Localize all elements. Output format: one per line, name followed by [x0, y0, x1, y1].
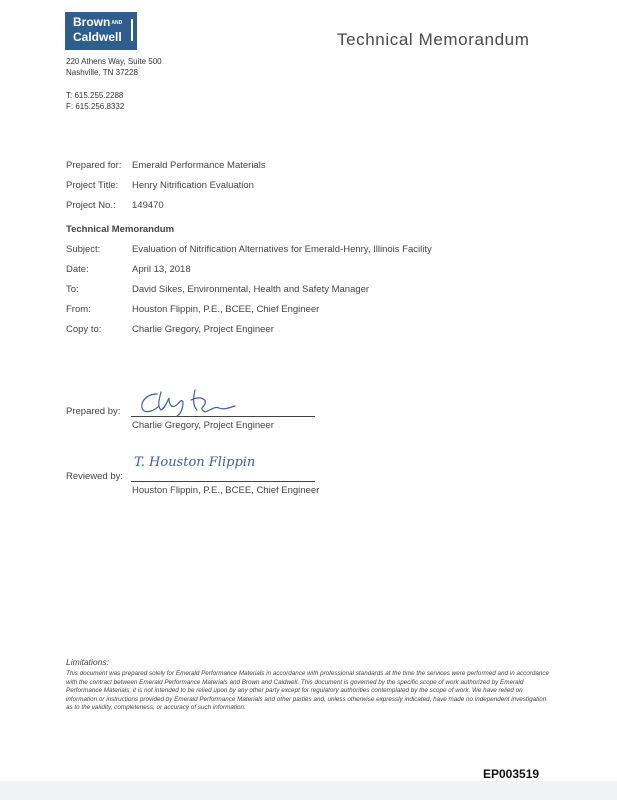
prepared-by-label: Prepared by:	[66, 406, 121, 417]
prepared-by-name: Charlie Gregory, Project Engineer	[132, 420, 274, 431]
reviewed-by-name: Houston Flippin, P.E., BCEE, Chief Engineer	[132, 485, 320, 496]
prepared-for-value: Emerald Performance Materials	[132, 160, 266, 171]
project-number-label: Project No.:	[66, 200, 116, 211]
limitations-title: Limitations:	[66, 657, 109, 667]
subject-value: Evaluation of Nitrification Alternatives for Emerald-Henry, Illinois Facility	[132, 244, 432, 255]
prepared-for-label: Prepared for:	[66, 160, 122, 171]
prepared-by-signature	[135, 386, 250, 418]
footer-band	[0, 781, 617, 800]
bates-number: EP003519	[483, 767, 540, 781]
address-street: 220 Athens Way, Suite 500	[66, 57, 162, 66]
project-title-label: Project Title:	[66, 180, 119, 191]
document-title: Technical Memorandum	[337, 30, 530, 49]
to-label: To:	[66, 284, 79, 295]
copy-to-value: Charlie Gregory, Project Engineer	[132, 324, 274, 335]
date-label: Date:	[66, 264, 89, 275]
fax-number: F: 615.256.8332	[66, 102, 125, 111]
phone-number: T: 615.255.2288	[66, 91, 124, 100]
to-value: David Sikes, Environmental, Health and Safety Manager	[132, 284, 370, 295]
from-value: Houston Flippin, P.E., BCEE, Chief Engineer	[132, 304, 320, 315]
limitations-body: This document was prepared solely for Emerald Performance Materials in accordance with professional standards at the time the services were performed and in accordance with the contract between Emerald Performance Materials and Brown and Caldwell. This document is governed by the specific scope of work authorized by Emerald Performance Materials; it is not intended to be relied upon by any other party except for regulatory authorities contemplated by the scope of work. We have relied on information or instructions provided by Emerald Performance Materials and other parties and, unless otherwise expressly indicated, have made no independent investigation as to the validity, completeness, or accuracy of such information.	[66, 670, 549, 712]
address-city: Nashville, TN 37228	[66, 68, 138, 77]
copy-to-label: Copy to:	[66, 324, 102, 335]
address-block	[66, 56, 162, 78]
reviewed-by-signature: T. Houston Flippin	[134, 455, 256, 470]
reviewed-by-label: Reviewed by:	[66, 471, 124, 482]
subject-label: Subject:	[66, 244, 101, 255]
from-label: From:	[66, 304, 91, 315]
contact-block	[66, 90, 124, 112]
memo-heading: Technical Memorandum	[66, 224, 175, 235]
project-title-value: Henry Nitrification Evaluation	[132, 180, 254, 191]
company-logo: BrownAND Caldwell	[65, 12, 137, 50]
date-value: April 13, 2018	[132, 264, 191, 275]
project-number-value: 149470	[132, 200, 164, 211]
